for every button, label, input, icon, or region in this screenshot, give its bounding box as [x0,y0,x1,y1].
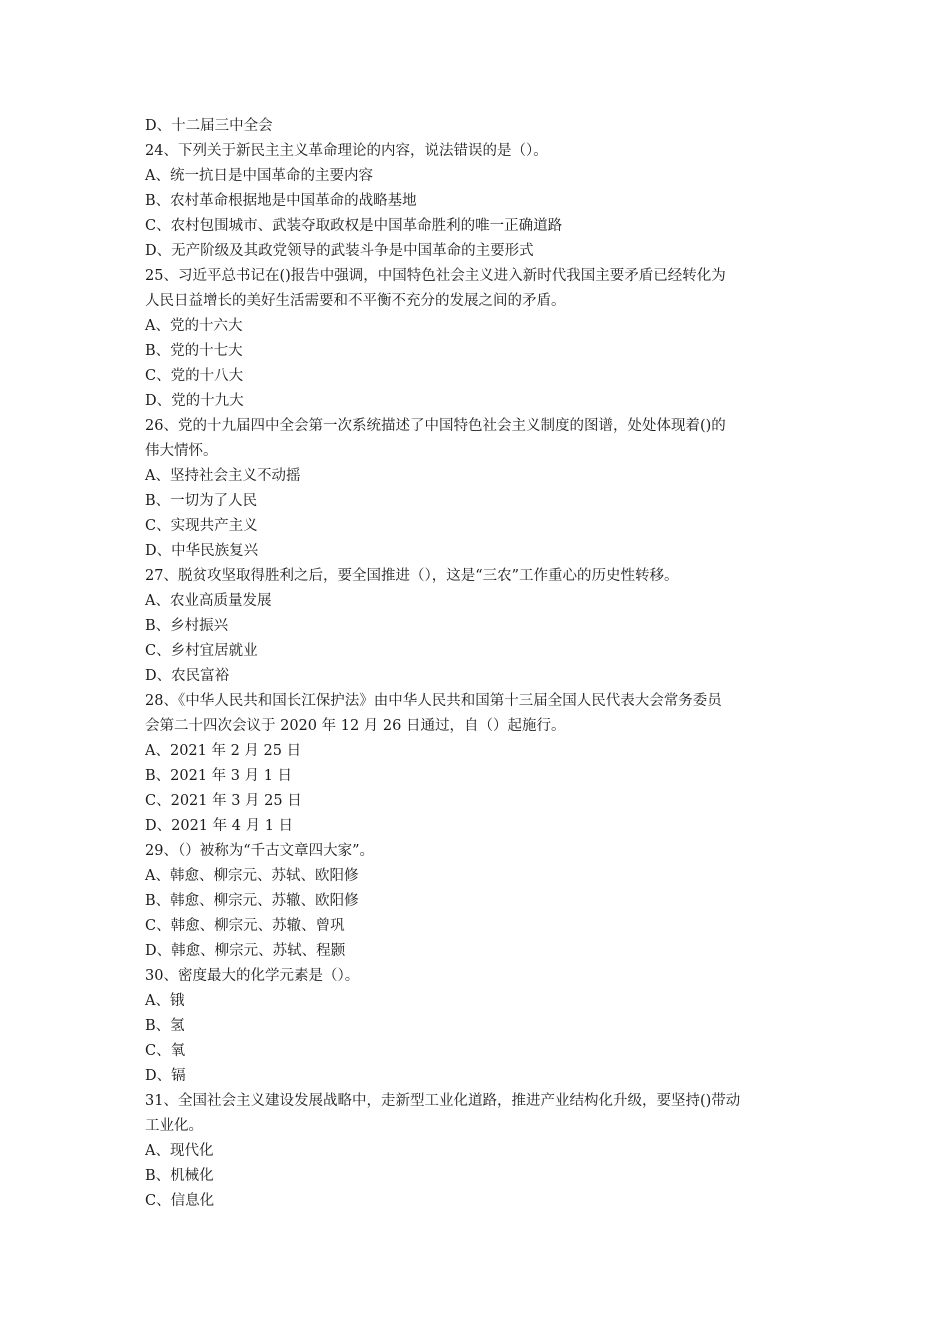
text-line: 28、《中华人民共和国长江保护法》由中华人民共和国第十三届全国人民代表大会常务委员 [145,693,722,709]
text-line: C、乡村宜居就业 [145,643,258,659]
text-line: D、2021 年 4 月 1 日 [145,818,294,834]
text-line: 25、习近平总书记在()报告中强调，中国特色社会主义进入新时代我国主要矛盾已经转化为 [145,268,726,284]
text-line: 人民日益增长的美好生活需要和不平衡不充分的发展之间的矛盾。 [145,293,566,309]
text-line: D、无产阶级及其政党领导的武装斗争是中国革命的主要形式 [145,243,534,259]
text-line: A、统一抗日是中国革命的主要内容 [145,168,373,184]
text-line: 工业化。 [145,1118,203,1134]
text-line: 31、全国社会主义建设发展战略中，走新型工业化道路，推进产业结构化升级，要坚持()带动 [145,1093,741,1109]
text-line: A、党的十六大 [145,318,243,334]
text-line: A、坚持社会主义不动摇 [145,468,301,484]
text-line: D、镉 [145,1068,186,1084]
text-line: A、2021 年 2 月 25 日 [145,743,302,759]
text-line: B、机械化 [145,1168,214,1184]
text-line: A、现代化 [145,1143,214,1159]
text-line: 27、脱贫攻坚取得胜利之后，要全国推进（），这是“三农”工作重心的历史性转移。 [145,568,679,584]
text-line: D、十二届三中全会 [145,118,273,134]
text-line: A、农业高质量发展 [145,593,272,609]
text-line: B、农村革命根据地是中国革命的战略基地 [145,193,417,209]
text-line: D、中华民族复兴 [145,543,259,559]
text-line: B、乡村振兴 [145,618,229,634]
text-line: 30、密度最大的化学元素是（）。 [145,968,360,984]
text-line: C、信息化 [145,1193,215,1209]
text-line: 29、（）被称为“千古文章四大家”。 [145,843,375,859]
text-line: 26、党的十九届四中全会第一次系统描述了中国特色社会主义制度的图谱，处处体现着()的 [145,418,726,434]
text-line: B、党的十七大 [145,343,243,359]
text-line: C、2021 年 3 月 25 日 [145,793,302,809]
text-line: D、韩愈、柳宗元、苏轼、程颢 [145,943,346,959]
text-line: A、锇 [145,993,185,1009]
text-line: C、党的十八大 [145,368,244,384]
text-line: D、农民富裕 [145,668,230,684]
text-line: B、一切为了人民 [145,493,258,509]
text-line: C、氧 [145,1043,186,1059]
text-line: 24、下列关于新民主主义革命理论的内容，说法错误的是（）。 [145,143,548,159]
text-line: 会第二十四次会议于 2020 年 12 月 26 日通过，自（）起施行。 [145,718,566,734]
text-line: 伟大情怀。 [145,443,218,459]
text-line: C、农村包围城市、武装夺取政权是中国革命胜利的唯一正确道路 [145,218,563,234]
question-text-body [145,114,810,1214]
text-line: B、韩愈、柳宗元、苏辙、欧阳修 [145,893,359,909]
text-line: B、2021 年 3 月 1 日 [145,768,293,784]
text-line: A、韩愈、柳宗元、苏轼、欧阳修 [145,868,359,884]
text-line: C、韩愈、柳宗元、苏辙、曾巩 [145,918,345,934]
text-line: D、党的十九大 [145,393,244,409]
text-line: C、实现共产主义 [145,518,258,534]
text-line: B、氢 [145,1018,185,1034]
